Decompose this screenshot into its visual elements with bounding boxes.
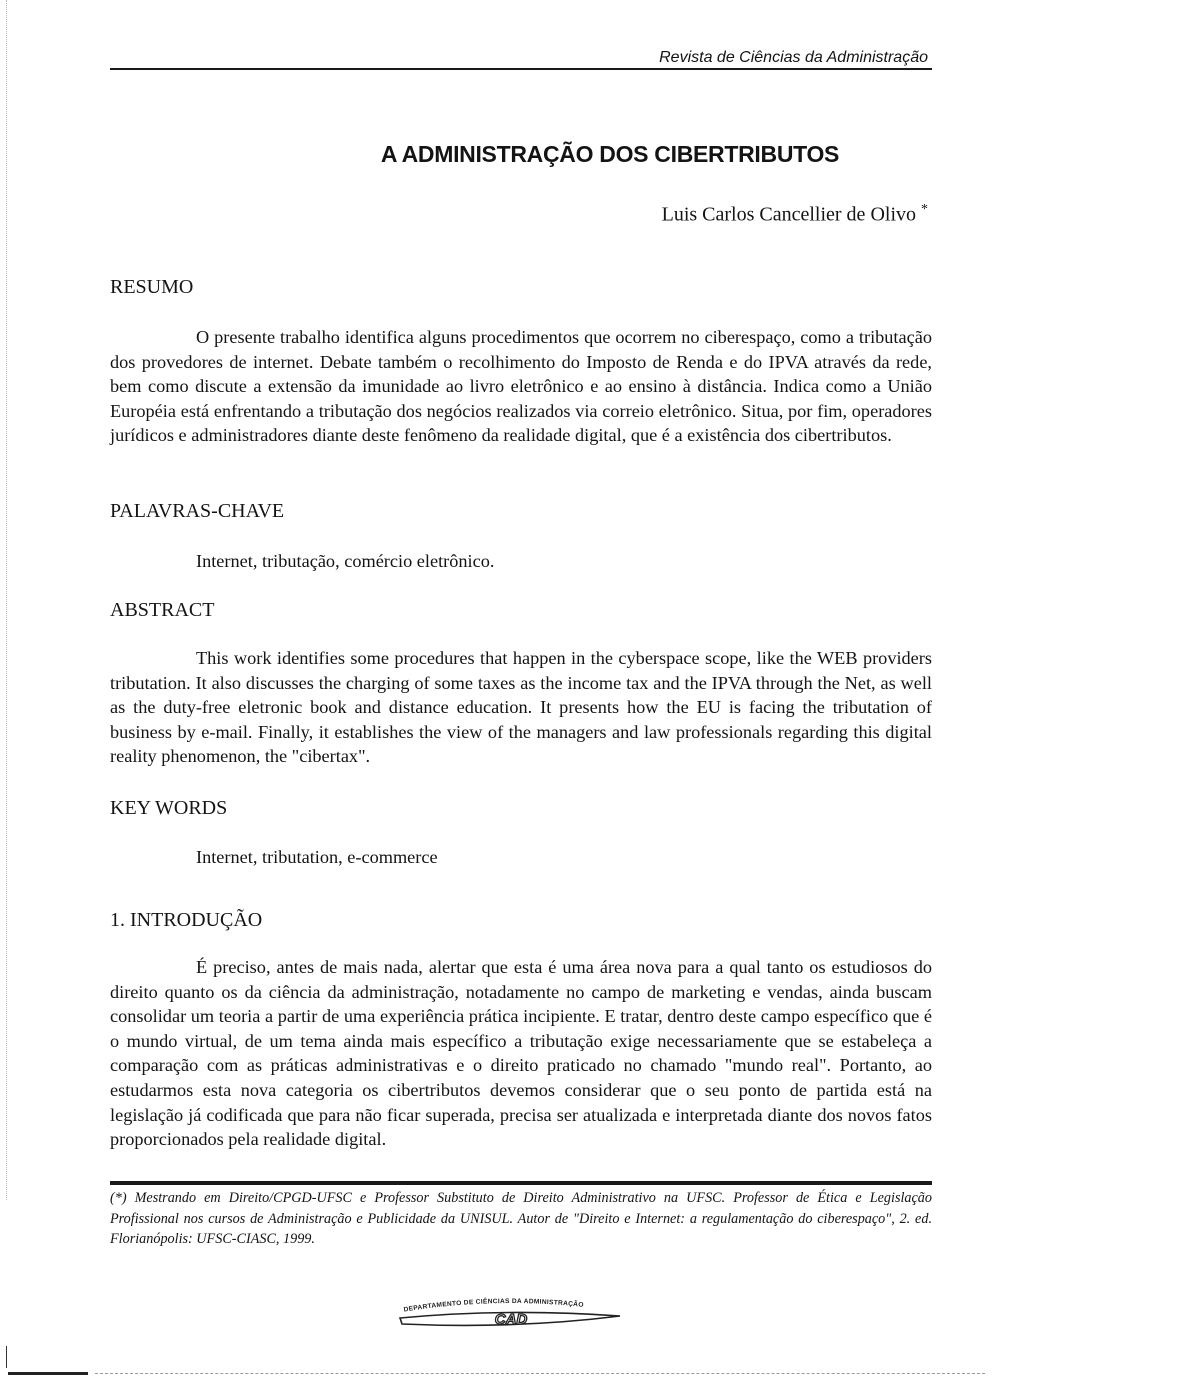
palavras-chave-heading: PALAVRAS-CHAVE xyxy=(110,500,285,522)
resumo-heading: RESUMO xyxy=(110,276,194,298)
key-words-heading: KEY WORDS xyxy=(110,797,228,819)
scan-margin-mark xyxy=(6,1346,7,1368)
abstract-paragraph: This work identifies some procedures that happen in the cyberspace scope, like the WEB providers tributation. It also discusses the charging of some taxes as the income tax and the IPVA through the Net, as well as the duty-free eletronic book and distance education. It presents how the EU is facing the tributation of business by e-mail. Finally, it establishes the view of the managers and law professionals regarding this digital reality phenomenon, the "cibertax". xyxy=(110,648,932,767)
journal-running-head: Revista de Ciências da Administração xyxy=(659,49,928,66)
bottom-left-rule xyxy=(8,1372,88,1375)
author-name: Luis Carlos Cancellier de Olivo xyxy=(661,203,916,226)
footnote-rule xyxy=(110,1181,932,1185)
logo-arc-text: DEPARTAMENTO DE CIÊNCIAS DA ADMINISTRAÇÃO xyxy=(403,1297,585,1314)
bottom-dotted-rule xyxy=(95,1373,985,1374)
author-line xyxy=(662,197,928,228)
resumo-paragraph: O presente trabalho identifica alguns procedimentos que ocorrem no ciberespaço, como a tributação dos provedores de internet. Debate também o recolhimento do Imposto de Renda e do IPVA através da rede, bem como discute a extensão da imunidade ao livro eletrônico e ao ensino à distância. Indica como a União Européia está enfrentando a tributação dos negócios realizados via correio eletrônico. Situa, por fim, operadores jurídicos e administradores diante deste fenômeno da realidade digital, que é a existência dos cibertributos. xyxy=(110,327,932,446)
header-rule xyxy=(110,68,932,70)
palavras-chave-text: Internet, tributação, comércio eletrônico. xyxy=(196,551,495,571)
page-edge-shadow xyxy=(6,0,8,1200)
article-title: A ADMINISTRAÇÃO DOS CIBERTRIBUTOS xyxy=(380,141,840,167)
logo-letters: CAD xyxy=(494,1311,528,1328)
introduction-paragraph: É preciso, antes de mais nada, alertar que esta é uma área nova para a qual tanto os estudiosos do direito quanto os da ciência da administração, notadamente no campo de marketing e vendas, ainda buscam consolidar um teoria a partir de uma experiência prática incipiente. E tratar, dentro deste campo específico que é o mundo virtual, de um tema ainda mais específico a tributação exige necessariamente que se estabeleça a comparação com as práticas administrativas e o direito praticado no chamado "mundo real". Portanto, ao estudarmos esta nova categoria os cibertributos devemos considerar que o seu ponto de partida está na legislação já codificada que para não ficar superada, precisa ser atualizada e interpretada diante dos novos fatos proporcionados pela realidade digital. xyxy=(110,957,932,1150)
introduction-heading: 1. INTRODUÇÃO xyxy=(110,909,263,931)
author-footnote-mark: * xyxy=(921,202,928,217)
author-footnote: (*) Mestrando em Direito/CPGD-UFSC e Professor Substituto de Direito Administrativo na UFSC. Professor de Ética e Legislação Profissional nos cursos de Administração e Publicidade da UNISUL. Autor de "Direito e Internet: a regulamentação do ciberespaço", 2. ed. Florianópolis: UFSC-CIASC, 1999. xyxy=(110,1190,932,1247)
abstract-heading: ABSTRACT xyxy=(110,599,215,621)
cad-department-logo xyxy=(396,1296,626,1330)
key-words-text: Internet, tributation, e-commerce xyxy=(196,847,438,867)
svg-text:DEPARTAMENTO DE CIÊNCIAS DA AD xyxy=(403,1296,584,1313)
